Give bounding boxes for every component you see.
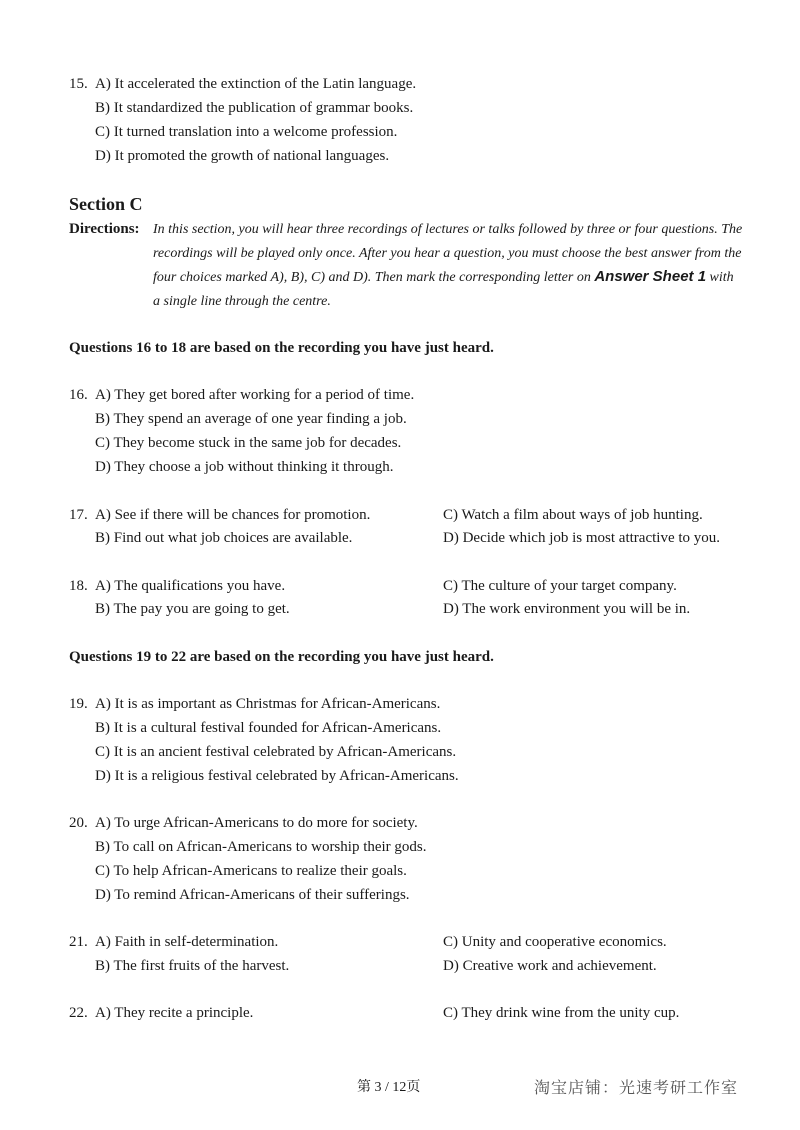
option-b: B) To call on African-Americans to worship their gods. (95, 839, 427, 855)
option-c: C) They drink wine from the unity cup. (443, 1005, 680, 1021)
option-c: C) It is an ancient festival celebrated by African-Americans. (95, 744, 457, 760)
option-d: D) Decide which job is most attractive to you. (443, 530, 721, 546)
question-number: 20. (69, 815, 88, 831)
answer-sheet-label: Answer Sheet 1 (594, 268, 707, 285)
option-a: A) See if there will be chances for promotion. (95, 507, 371, 523)
option-c: C) Unity and cooperative economics. (443, 934, 667, 950)
option-b: B) The pay you are going to get. (95, 601, 290, 617)
section-title: Section C (69, 194, 143, 214)
option-a: A) They recite a principle. (95, 1005, 254, 1021)
option-a: A) It accelerated the extinction of the Latin language. (95, 76, 417, 92)
option-b: B) The first fruits of the harvest. (95, 958, 290, 974)
question-number: 19. (69, 696, 88, 712)
question-number: 15. (69, 76, 88, 92)
option-b: B) It is a cultural festival founded for African-Americans. (95, 720, 442, 736)
option-a: A) The qualifications you have. (95, 578, 286, 594)
option-d: D) It promoted the growth of national languages. (95, 148, 390, 164)
question-number: 18. (69, 578, 88, 594)
option-b: B) It standardized the publication of grammar books. (95, 100, 414, 116)
question-group-heading: Questions 19 to 22 are based on the recording you have just heard. (69, 649, 494, 665)
option-b: B) Find out what job choices are available. (95, 530, 353, 546)
option-d: D) The work environment you will be in. (443, 601, 691, 617)
directions-label: Directions: (69, 221, 140, 237)
option-d: D) To remind African-Americans of their sufferings. (95, 887, 410, 903)
option-b: B) They spend an average of one year finding a job. (95, 411, 407, 427)
directions-part-1: In this section, you will hear three recordings of lectures or talks followed by three or four questions. The recordings will be played only once. After you hear a question, you must choose the best answer from the four choices marked A), B), C) and D). Then mark the corresponding letter on (153, 222, 743, 285)
option-c: C) They become stuck in the same job for decades. (95, 435, 402, 451)
option-a: A) Faith in self-determination. (95, 934, 279, 950)
question-number: 17. (69, 507, 88, 523)
option-c: C) Watch a film about ways of job hunting. (443, 507, 703, 523)
option-a: A) They get bored after working for a period of time. (95, 387, 415, 403)
option-d: D) It is a religious festival celebrated by African-Americans. (95, 768, 459, 784)
option-c: C) It turned translation into a welcome profession. (95, 124, 398, 140)
question-number: 22. (69, 1005, 88, 1021)
option-a: A) To urge African-Americans to do more for society. (95, 815, 418, 831)
option-a: A) It is as important as Christmas for African-Americans. (95, 696, 441, 712)
option-d: D) They choose a job without thinking it through. (95, 459, 394, 475)
option-c: C) The culture of your target company. (443, 578, 677, 594)
option-d: D) Creative work and achievement. (443, 958, 657, 974)
page-number: 第 3 / 12页 (357, 1080, 421, 1095)
question-number: 21. (69, 934, 88, 950)
question-group-heading: Questions 16 to 18 are based on the recording you have just heard. (69, 340, 494, 356)
shop-watermark: 淘宝店铺：光速考研工作室 (534, 1078, 739, 1097)
directions-part-2: with a single line through the centre. (153, 270, 734, 309)
option-c: C) To help African-Americans to realize their goals. (95, 863, 407, 879)
directions-text (153, 218, 743, 313)
question-number: 16. (69, 387, 88, 403)
